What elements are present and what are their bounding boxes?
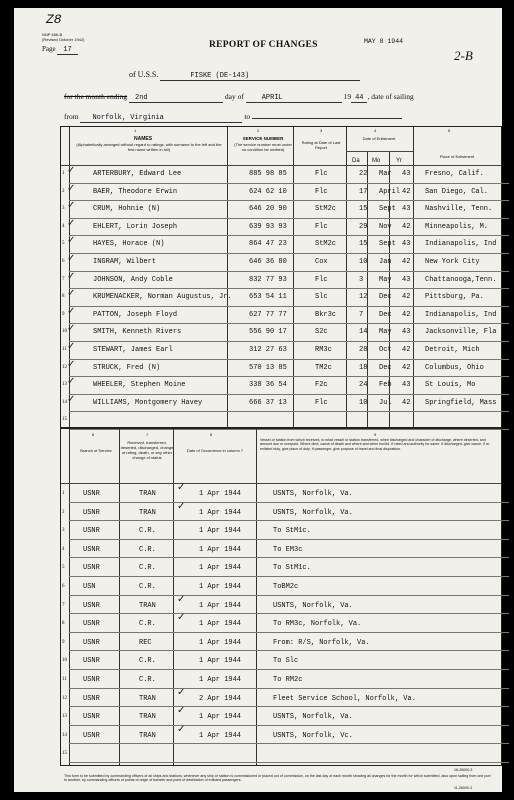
- row-number: 13: [62, 714, 67, 720]
- cell-branch: USNR: [83, 508, 100, 517]
- cell-mo: April: [379, 187, 401, 196]
- report-title: REPORT OF CHANGES: [209, 40, 318, 50]
- cell-place: Minneapolis, M.: [425, 222, 489, 231]
- change-row: [62, 744, 509, 763]
- cell-remark: To Slc: [273, 657, 299, 666]
- cell-place: Fresno, Calif.: [425, 170, 484, 178]
- date-stamp: MAY 8 1944: [364, 38, 404, 45]
- change-row: [62, 651, 509, 670]
- cell-mo: Sept: [379, 205, 396, 214]
- row-number: 1: [62, 491, 65, 496]
- cell-name: WHEELER, Stephen Moine: [93, 381, 186, 390]
- change-row: [62, 593, 509, 615]
- checkmark-icon: ✓: [177, 686, 186, 698]
- cell-name: JOHNSON, Andy Coble: [93, 275, 173, 284]
- cell-status: C.R.: [139, 676, 156, 684]
- cell-date: 2 Apr 1944: [199, 694, 242, 703]
- cell-yr: 43: [402, 240, 411, 249]
- rating-header: Rating at Date of Last Report: [301, 140, 341, 150]
- cell-name: STEWART, James Earl: [93, 346, 173, 354]
- cell-date: 1 Apr 1944: [199, 731, 242, 740]
- cell-branch: USNR: [83, 601, 100, 610]
- col-number: 4: [374, 128, 377, 133]
- col-number: 8: [210, 432, 213, 437]
- cell-mo: Nov: [379, 222, 392, 231]
- cell-name: PATTON, Joseph Floyd: [93, 310, 178, 319]
- row-number: 13: [62, 382, 67, 388]
- row-number: 14: [62, 732, 67, 738]
- checkmark-icon: ✓: [67, 323, 76, 335]
- cell-branch: USNR: [83, 527, 100, 536]
- form-id: NNP 666-B (Revised October 1942): [42, 32, 85, 42]
- document-page: [14, 8, 502, 792]
- cell-da: 29: [359, 222, 368, 231]
- cell-yr: 43: [402, 381, 411, 390]
- cell-mo: Dec: [379, 293, 392, 302]
- cell-date: 1 Apr 1944: [199, 564, 242, 573]
- cell-yr: 42: [402, 222, 411, 231]
- enlisted-row: [62, 376, 509, 395]
- cell-place: Springfield, Mass: [425, 398, 497, 407]
- cell-branch: USNR: [83, 676, 100, 684]
- cell-branch: USNR: [83, 490, 100, 498]
- cell-date: 1 Apr 1944: [199, 657, 242, 666]
- row-number: 11: [62, 677, 67, 682]
- checkmark-icon: ✓: [67, 182, 76, 194]
- form-code: 11-26000-3: [454, 786, 473, 790]
- cell-da: 14: [359, 328, 368, 337]
- col-number: 5: [448, 128, 451, 133]
- place-header: Place of Enlistment: [439, 154, 475, 159]
- cell-mo: Dec: [379, 363, 392, 372]
- cell-date: 1 Apr 1944: [199, 713, 242, 722]
- cell-rating: StM2c: [315, 240, 337, 249]
- cell-branch: USNR: [83, 657, 100, 666]
- cell-service: 646 20 90: [249, 205, 287, 214]
- cell-mo: Sept: [379, 240, 396, 249]
- cell-mo: Mar: [379, 170, 392, 178]
- cell-remark: Fleet Service School, Norfolk, Va.: [273, 694, 416, 703]
- cell-service: 666 37 13: [249, 398, 287, 407]
- row-number: 14: [62, 399, 67, 405]
- cell-yr: 43: [402, 275, 411, 284]
- checkmark-icon: ✓: [67, 358, 76, 370]
- cell-yr: 42: [402, 363, 411, 372]
- cell-status: C.R.: [139, 545, 156, 554]
- cell-name: STRUCK, Fred (N): [93, 363, 161, 372]
- cell-name: HAYES, Horace (N): [93, 240, 165, 249]
- cell-service: 570 13 85: [249, 363, 287, 372]
- service-number-subheader: (The service number must under no condition be omitted): [234, 142, 292, 152]
- cell-mo: May: [379, 275, 392, 284]
- cell-place: New York City: [425, 258, 480, 266]
- row-number: 9: [62, 311, 65, 317]
- enlisted-row: [62, 270, 509, 290]
- row-number: 5: [62, 565, 65, 571]
- row-number: 1: [62, 171, 65, 176]
- cell-date: 1 Apr 1944: [199, 545, 242, 554]
- checkmark-icon: ✓: [67, 270, 76, 282]
- cell-date: 1 Apr 1944: [199, 508, 242, 517]
- row-number: 12: [62, 364, 67, 370]
- cell-name: EHLERT, Lorin Joseph: [93, 222, 178, 231]
- cell-status: TRAN: [139, 713, 156, 722]
- cell-name: SMITH, Kenneth Rivers: [93, 328, 182, 337]
- cell-da: 12: [359, 293, 368, 302]
- row-number: 10: [62, 329, 67, 335]
- checkmark-icon: ✓: [67, 341, 76, 352]
- cell-rating: Bkr3c: [315, 310, 337, 319]
- cell-date: 1 Apr 1944: [199, 638, 242, 647]
- cell-yr: 43: [402, 328, 411, 337]
- cell-status: REC: [139, 638, 152, 647]
- cell-yr: 42: [402, 346, 411, 354]
- cell-yr: 42: [402, 398, 411, 407]
- row-number: 6: [62, 584, 65, 589]
- cell-mo: Oct: [379, 346, 392, 354]
- cell-status: TRAN: [139, 731, 156, 740]
- row-number: 2: [62, 188, 65, 194]
- row-number: 6: [62, 259, 65, 264]
- change-row: [62, 686, 509, 708]
- cell-remark: USNTS, Norfolk, Va.: [273, 490, 353, 498]
- row-number: 7: [62, 602, 65, 608]
- cell-name: BAER, Theodore Erwin: [93, 187, 178, 196]
- checkmark-icon: ✓: [177, 593, 186, 605]
- change-row: [62, 723, 509, 745]
- enlisted-row: [62, 235, 509, 254]
- cell-place: San Diego, Cal.: [425, 187, 489, 196]
- cell-yr: 42: [402, 293, 411, 302]
- cell-da: 22: [359, 170, 368, 178]
- cell-remark: USNTS, Norfolk, Va.: [273, 508, 353, 517]
- row-number: 3: [62, 206, 65, 212]
- enlisted-row: [62, 182, 509, 202]
- year-header: Yr: [396, 158, 402, 164]
- checkmark-icon: ✓: [67, 393, 76, 405]
- change-row: [62, 500, 509, 522]
- enlisted-row: [62, 253, 509, 272]
- cell-da: 18: [359, 363, 368, 372]
- cell-rating: Flc: [315, 170, 328, 178]
- cell-da: 10: [359, 398, 368, 407]
- cell-remark: From: R/S, Norfolk, Va.: [273, 638, 370, 647]
- col-number: 1: [134, 128, 137, 133]
- cell-status: C.R.: [139, 583, 156, 591]
- service-number-header: SERVICE NUMBER: [242, 136, 284, 141]
- change-row: [62, 577, 509, 596]
- col-number: 9: [374, 432, 377, 437]
- cell-da: 17: [359, 187, 368, 196]
- cell-place: Indianapolis, Ind: [425, 240, 497, 249]
- checkmark-icon: ✓: [67, 253, 76, 264]
- names-header: NAMES: [134, 136, 153, 142]
- cell-date: 1 Apr 1944: [199, 527, 242, 536]
- checkmark-icon: ✓: [67, 217, 76, 229]
- change-row: [62, 705, 509, 726]
- period-line: for the month ending 2nd day of APRIL 19 44 , date of sailing: [64, 92, 414, 102]
- enlisted-row: [62, 323, 509, 342]
- cell-remark: To EM3c: [273, 545, 303, 554]
- enlisted-row: [62, 165, 509, 184]
- cell-branch: USN: [83, 583, 96, 591]
- row-number: 12: [62, 695, 67, 701]
- row-number: 8: [62, 621, 65, 627]
- cell-place: St Louis, Mo: [425, 381, 476, 390]
- change-row: [62, 558, 509, 577]
- occurrence-date-header: Date of Occurrence in column 7: [186, 448, 244, 453]
- row-number: 11: [62, 347, 67, 352]
- row-number: 4: [62, 546, 65, 552]
- enlisted-row: [62, 288, 509, 307]
- cell-rating: StM2c: [315, 205, 337, 214]
- cell-date: 1 Apr 1944: [199, 601, 242, 610]
- cell-yr: 42: [402, 187, 411, 196]
- cell-status: C.R.: [139, 657, 156, 666]
- row-number: 3: [62, 528, 65, 534]
- cell-rating: Slc: [315, 293, 328, 302]
- cell-place: Nashville, Tenn.: [425, 205, 493, 214]
- change-row: [62, 670, 509, 689]
- cell-mo: Dec: [379, 310, 392, 319]
- checkmark-icon: ✓: [67, 235, 76, 247]
- checkmark-icon: ✓: [67, 305, 76, 317]
- cell-remark: To RM3c, Norfolk, Va.: [273, 620, 362, 629]
- cell-status: TRAN: [139, 490, 156, 498]
- cell-place: Jacksonville, Fla: [425, 328, 497, 337]
- enlisted-row: [62, 341, 509, 360]
- cell-branch: USNR: [83, 638, 100, 647]
- cell-rating: Cox: [315, 258, 328, 266]
- cell-yr: 42: [402, 310, 411, 319]
- cell-da: 28: [359, 346, 368, 354]
- cell-yr: 42: [402, 258, 411, 266]
- cell-remark: To StM1c.: [273, 527, 311, 536]
- cell-da: 3: [359, 275, 364, 284]
- enlisted-row: [62, 358, 509, 378]
- cell-branch: USNR: [83, 620, 100, 629]
- cell-service: 832 77 93: [249, 275, 287, 284]
- cell-remark: USNTS, Norfolk, Va.: [273, 601, 353, 610]
- cell-place: Pittsburg, Pa.: [425, 293, 484, 302]
- col-number: 6: [92, 432, 95, 437]
- col-number: 7: [146, 432, 149, 437]
- cell-service: 864 47 23: [249, 240, 287, 249]
- cell-yr: 43: [402, 170, 411, 178]
- cell-remark: To RM2c: [273, 676, 303, 684]
- cell-service: 556 90 17: [249, 328, 287, 337]
- checkmark-icon: ✓: [67, 376, 76, 388]
- enlisted-row: [62, 200, 509, 219]
- row-number: 10: [62, 658, 67, 664]
- row-number: 15: [62, 417, 67, 423]
- footer-note: This form to be submitted by commanding officers of all ships and stations, whenever any ship or station is commissioned or placed out of commission, on the last day of each month showing all changes for the month for which submitted, also upon sailing from one port to another, by commanding officers of points of origin of transfer and point of destination of enlisted passengers.: [64, 774, 491, 783]
- change-row: [62, 482, 509, 503]
- cell-remark: To StM1c.: [273, 564, 311, 573]
- cell-service: 639 93 93: [249, 222, 287, 231]
- cell-status: TRAN: [139, 508, 156, 517]
- cell-name: ARTERBURY, Edward Lee: [93, 170, 182, 178]
- sailing-line: from Norfolk, Virginia to: [64, 112, 402, 123]
- row-number: 2: [62, 509, 65, 515]
- cell-service: 338 36 54: [249, 381, 287, 390]
- cell-rating: F2c: [315, 381, 328, 390]
- cell-status: C.R.: [139, 564, 156, 573]
- cell-branch: USNR: [83, 713, 100, 722]
- cell-name: INGRAM, Wilbert: [93, 258, 157, 266]
- row-number: 4: [62, 223, 65, 229]
- received-header: Received, transferred, deserted, discharged, change of rating, death, or any other change of status: [120, 440, 174, 460]
- month-header: Mo: [372, 158, 381, 164]
- checkmark-icon: ✓: [67, 288, 76, 300]
- day-header: Da: [352, 158, 360, 164]
- cell-branch: USNR: [83, 731, 100, 740]
- cell-da: 15: [359, 240, 368, 249]
- checkmark-icon: ✓: [177, 482, 186, 493]
- checkmark-icon: ✓: [177, 612, 186, 624]
- cell-rating: Flc: [315, 187, 328, 196]
- ship-name: FISKE (DE-143): [160, 72, 360, 81]
- checkmark-icon: ✓: [67, 165, 76, 176]
- cell-rating: TM2c: [315, 363, 332, 372]
- cell-date: 1 Apr 1944: [199, 490, 242, 498]
- cell-service: 646 36 80: [249, 258, 287, 266]
- cell-place: Detroit, Mich: [425, 346, 480, 354]
- cell-rating: Flc: [315, 398, 328, 407]
- enlisted-row: [62, 393, 509, 413]
- cell-date: 1 Apr 1944: [199, 620, 242, 629]
- cell-mo: Feb: [379, 381, 392, 390]
- cell-date: 1 Apr 1944: [199, 676, 242, 684]
- form-code: 16-26000-3: [454, 768, 473, 772]
- row-number: 8: [62, 294, 65, 300]
- cell-place: Columbus, Ohio: [425, 363, 484, 372]
- cell-status: C.R.: [139, 620, 156, 629]
- cell-branch: USNR: [83, 694, 100, 703]
- cell-branch: USNR: [83, 545, 100, 554]
- cell-place: Chattanooga,Tenn.: [425, 275, 497, 284]
- checkmark-icon: ✓: [177, 705, 186, 717]
- checkmark-icon: ✓: [67, 200, 76, 212]
- cell-service: 312 27 63: [249, 346, 287, 354]
- row-number: 5: [62, 241, 65, 247]
- row-number: 7: [62, 276, 65, 282]
- col-number: 3: [320, 128, 323, 133]
- checkmark-icon: ✓: [177, 723, 186, 735]
- cell-status: TRAN: [139, 694, 156, 703]
- cell-name: WILLIAMS, Montgomery Havey: [93, 398, 203, 407]
- cell-yr: 43: [402, 205, 411, 214]
- enlisted-row: [62, 305, 509, 325]
- change-row: [62, 612, 509, 633]
- cell-da: 10: [359, 258, 368, 266]
- cell-service: 885 98 85: [249, 170, 287, 178]
- names-subheader: (Alphabetically arranged without regard to ratings, with surname to the left and the first name written in full): [76, 142, 222, 152]
- enlisted-row: [62, 217, 509, 237]
- cell-status: TRAN: [139, 601, 156, 610]
- cell-da: 7: [359, 310, 364, 319]
- cell-rating: Flc: [315, 222, 328, 231]
- cell-status: C.R.: [139, 527, 156, 536]
- cell-remark: USNTS, Norfolk, Vc.: [273, 731, 353, 740]
- change-row: [62, 540, 509, 559]
- col-number: 2: [257, 128, 260, 133]
- cell-service: 624 62 10: [249, 187, 287, 196]
- change-row: [62, 521, 509, 540]
- change-row: [62, 633, 509, 652]
- branch-header: Branch of Service: [80, 448, 112, 453]
- page-number: Page 17: [42, 45, 78, 54]
- vessel-header: Vessel or station from which received, to what vessel or station transferred, when discharged and character of discharge, where deserted, and amount due or overpaid. Where died, cause of death and where and when buried. If rated and authority for same. If discharged, give cause; if re-enlisted duty, give place of duty. If passenger, give purpose of travel and final disposition.: [260, 438, 491, 451]
- page-note-handwritten: 2-B: [454, 48, 473, 63]
- cell-rating: RM3c: [315, 346, 332, 354]
- cell-place: Indianapolis, Ind: [425, 310, 497, 319]
- cell-branch: USNR: [83, 564, 100, 573]
- cell-da: 24: [359, 381, 368, 390]
- corner-handwritten-mark: Z8: [46, 12, 62, 27]
- enlistment-date-header: Date of Enlistment: [362, 136, 396, 141]
- cell-date: 1 Apr 1944: [199, 583, 242, 591]
- cell-mo: Jul: [379, 398, 392, 407]
- cell-remark: ToBM2c: [273, 583, 299, 591]
- cell-mo: May: [379, 328, 392, 337]
- cell-rating: Flc: [315, 275, 328, 284]
- cell-name: CRUM, Hohnie (N): [93, 205, 161, 214]
- cell-service: 653 54 11: [249, 293, 287, 302]
- cell-mo: Jan: [379, 258, 392, 266]
- cell-rating: S2c: [315, 328, 328, 337]
- checkmark-icon: ✓: [177, 500, 186, 512]
- cell-remark: USNTS, Norfolk, Va.: [273, 713, 353, 722]
- cell-da: 15: [359, 205, 368, 214]
- ship-line: of U.S.S. FISKE (DE-143): [129, 70, 360, 81]
- cell-service: 627 77 77: [249, 310, 287, 319]
- row-number: 9: [62, 639, 65, 645]
- cell-name: KRUMENACKER, Norman Augustus, Jr.: [93, 293, 232, 302]
- row-number: 15: [62, 751, 67, 757]
